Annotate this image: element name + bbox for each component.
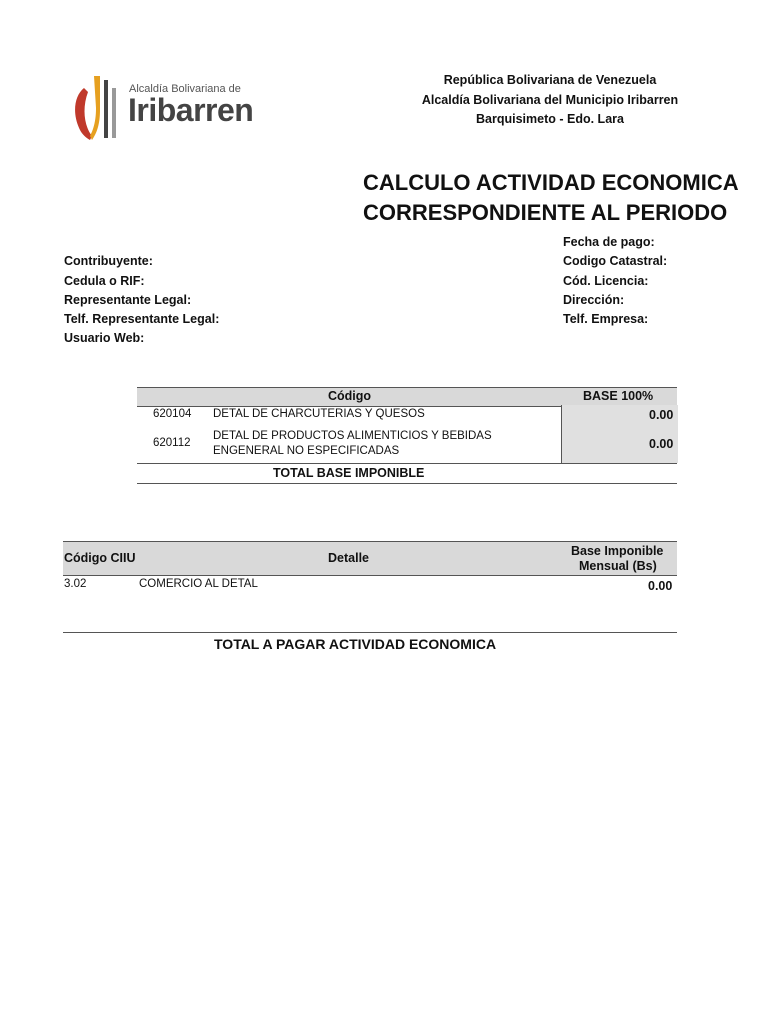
table2-header-detalle: Detalle (328, 551, 369, 565)
table2-row-1-base: 0.00 (648, 579, 673, 593)
page-title-line-1: CALCULO ACTIVIDAD ECONOMICA (363, 170, 739, 195)
field-telf-empresa: Telf. Empresa: (563, 312, 649, 326)
table1-row-1-desc: DETAL DE CHARCUTERIAS Y QUESOS (213, 408, 425, 420)
table2-header-base-1: Base Imponible (571, 544, 664, 558)
table1-row-2-desc-1: DETAL DE PRODUCTOS ALIMENTICIOS Y BEBIDAS (213, 430, 492, 442)
header-line-3: Barquisimeto - Edo. Lara (476, 112, 624, 126)
field-codigo-catastral: Codigo Catastral: (563, 254, 668, 268)
table1-divider (137, 463, 677, 464)
field-representante-legal: Representante Legal: (64, 293, 192, 307)
table2-header-ciiu: Código CIIU (64, 551, 136, 565)
field-direccion: Dirección: (563, 293, 625, 307)
logo-subtitle: Alcaldía Bolivariana de (129, 83, 241, 95)
table1-row-2-desc-2: ENGENERAL NO ESPECIFICADAS (213, 445, 400, 457)
table2-header-base-2: Mensual (Bs) (579, 559, 657, 573)
field-telf-representante: Telf. Representante Legal: (64, 312, 220, 326)
header-line-1: República Bolivariana de Venezuela (443, 73, 657, 87)
table1-row-1-code: 620104 (153, 408, 192, 420)
table1-bottom-line (137, 483, 677, 484)
table1-total-label: TOTAL BASE IMPONIBLE (273, 466, 425, 480)
field-cedula-rif: Cedula o RIF: (64, 274, 145, 288)
table1-row-2-code: 620112 (153, 437, 191, 449)
table1-row-2-base: 0.00 (649, 437, 674, 451)
total-divider (63, 632, 677, 633)
field-usuario-web: Usuario Web: (64, 331, 145, 345)
field-cod-licencia: Cód. Licencia: (563, 274, 649, 288)
table1-header-codigo: Código (328, 389, 372, 403)
iribarren-logo (70, 70, 254, 145)
page-title-line-2: CORRESPONDIENTE AL PERIODO (363, 200, 728, 225)
logo-emblem-icon (70, 70, 130, 145)
table2-row-1-ciiu: 3.02 (64, 578, 87, 590)
total-pagar-label: TOTAL A PAGAR ACTIVIDAD ECONOMICA (214, 636, 497, 652)
table2-row-1-detalle: COMERCIO AL DETAL (139, 578, 258, 590)
table1-header-base: BASE 100% (583, 389, 654, 403)
table1-row-1-base: 0.00 (649, 408, 674, 422)
field-fecha-pago: Fecha de pago: (563, 235, 655, 249)
header-line-2: Alcaldía Bolivariana del Municipio Iribarren (421, 93, 679, 107)
logo-wordmark: Iribarren (128, 92, 254, 128)
field-contribuyente: Contribuyente: (64, 254, 153, 268)
